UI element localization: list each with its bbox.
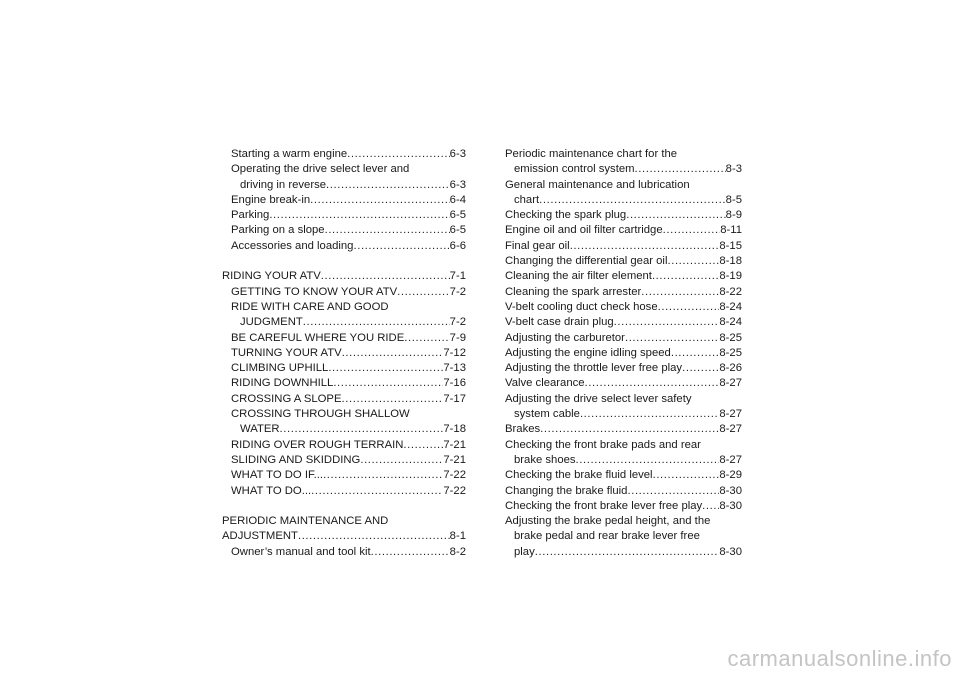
- toc-entry-title: Checking the spark plug: [505, 209, 627, 222]
- toc-entry-page: 7-1: [449, 270, 466, 283]
- toc-entry: [222, 514, 466, 529]
- toc-leader-dots: [342, 392, 444, 407]
- toc-leader-dots: [347, 147, 450, 162]
- toc-entry-title: Adjusting the brake pedal height, and the: [505, 515, 711, 528]
- toc-entry-title: chart: [514, 193, 540, 206]
- toc-leader-dots: [298, 529, 450, 544]
- toc-entry: [505, 193, 742, 208]
- toc-entry: [222, 193, 466, 208]
- toc-entry: [222, 208, 466, 223]
- toc-leader-dots: [326, 178, 450, 193]
- toc-entry-title: WHAT TO DO IF...: [231, 469, 324, 482]
- toc-entry-title: Engine oil and oil filter cartridge: [505, 224, 663, 237]
- toc-entry-title: JUDGMENT: [240, 316, 303, 329]
- toc-leader-dots: [328, 361, 443, 376]
- toc-leader-dots: [333, 376, 443, 391]
- toc-leader-dots: [269, 208, 449, 223]
- toc-entry: [222, 407, 466, 422]
- toc-entry: [505, 162, 742, 177]
- toc-entry: [505, 331, 742, 346]
- toc-entry: [505, 499, 742, 514]
- toc-entry-title: Final gear oil: [505, 239, 570, 252]
- toc-entry-title: system cable: [514, 408, 580, 421]
- toc-entry-title: driving in reverse: [240, 178, 327, 191]
- toc-entry-page: 6-3: [449, 148, 466, 160]
- toc-leader-dots: [658, 300, 720, 315]
- toc-entry-title: brake pedal and rear brake lever free: [514, 530, 700, 543]
- toc-entry: [505, 468, 742, 483]
- toc-entry-page: 6-4: [449, 193, 466, 206]
- toc-entry-title: WATER: [240, 423, 280, 436]
- toc-entry-title: Accessories and loading: [231, 239, 354, 252]
- toc-entry-title: Checking the front brake pads and rear: [505, 438, 701, 451]
- toc-entry-page: 8-25: [719, 331, 742, 344]
- toc-entry: [222, 223, 466, 238]
- toc-entry-page: 8-5: [725, 193, 742, 206]
- toc-entry: [505, 300, 742, 315]
- toc-leader-dots: [303, 315, 450, 330]
- toc-entry: [505, 422, 742, 437]
- toc-leader-dots: [652, 269, 719, 284]
- toc-leader-dots: [535, 545, 720, 560]
- toc-entry: [222, 484, 466, 499]
- toc-entry-title: ADJUSTMENT: [222, 530, 298, 543]
- toc-entry: [505, 315, 742, 330]
- toc-entry-title: Engine break-in: [231, 193, 311, 206]
- toc-entry-title: emission control system: [514, 163, 635, 176]
- toc-entry-title: Periodic maintenance chart for the: [505, 148, 678, 160]
- toc-entry-page: 7-17: [443, 392, 466, 405]
- toc-entry: [505, 147, 742, 162]
- toc-entry: [222, 346, 466, 361]
- toc-entry-page: 8-27: [719, 408, 742, 421]
- toc-entry-page: 7-22: [443, 469, 466, 482]
- toc-entry-page: 8-1: [449, 530, 466, 543]
- toc-entry-title: Parking on a slope: [231, 224, 325, 237]
- toc-entry-page: 7-2: [449, 316, 466, 329]
- toc-entry-title: PERIODIC MAINTENANCE AND: [222, 515, 389, 528]
- toc-entry-title: Adjusting the drive select lever safety: [505, 392, 692, 405]
- toc-entry-title: Cleaning the spark arrester: [505, 285, 642, 298]
- toc-entry-title: WHAT TO DO...: [231, 484, 312, 497]
- toc-entry-title: SLIDING AND SKIDDING: [231, 453, 361, 466]
- toc-entry: [222, 453, 466, 468]
- toc-entry-title: GETTING TO KNOW YOUR ATV: [231, 285, 398, 298]
- toc-entry: [505, 285, 742, 300]
- toc-left-column: [222, 147, 466, 560]
- toc-entry: [222, 376, 466, 391]
- toc-entry-page: 8-29: [719, 469, 742, 482]
- toc-leader-dots: [663, 223, 721, 238]
- toc-entry-title: V-belt cooling duct check hose: [505, 300, 658, 313]
- toc-entry: [222, 331, 466, 346]
- toc-entry: [222, 300, 466, 315]
- toc-entry: [222, 285, 466, 300]
- toc-entry-page: 7-16: [443, 377, 466, 390]
- toc-entry: [505, 269, 742, 284]
- toc-leader-dots: [576, 453, 720, 468]
- toc-entry-page: 8-27: [719, 423, 742, 436]
- toc-entry: [222, 529, 466, 544]
- toc-entry-title: TURNING YOUR ATV: [231, 346, 342, 359]
- toc-entry-title: RIDE WITH CARE AND GOOD: [231, 300, 389, 313]
- toc-entry-title: CLIMBING UPHILL: [231, 362, 329, 375]
- toc-entry: [505, 545, 742, 560]
- toc-leader-dots: [311, 484, 443, 499]
- toc-leader-dots: [325, 223, 450, 238]
- toc-leader-dots: [280, 422, 444, 437]
- toc-leader-dots: [671, 346, 720, 361]
- toc-leader-dots: [360, 453, 443, 468]
- toc-entry-page: 6-5: [449, 224, 466, 237]
- toc-leader-dots: [635, 162, 726, 177]
- toc-entry-title: General maintenance and lubrication: [505, 178, 690, 191]
- toc-leader-dots: [404, 331, 449, 346]
- toc-entry: [222, 178, 466, 193]
- toc-entry-title: Changing the brake fluid: [505, 484, 628, 497]
- toc-entry-title: V-belt case drain plug: [505, 316, 614, 329]
- toc-entry-page: 7-13: [443, 362, 466, 375]
- toc-entry-title: Parking: [231, 209, 270, 222]
- toc-entry-title: Brakes: [505, 423, 541, 436]
- toc-entry-title: Adjusting the engine idling speed: [505, 346, 671, 359]
- toc-leader-dots: [585, 376, 720, 391]
- toc-entry: [222, 162, 466, 177]
- toc-leader-dots: [323, 468, 443, 483]
- toc-entry-title: Cleaning the air filter element: [505, 270, 652, 283]
- toc-entry-page: 6-3: [449, 178, 466, 191]
- toc-entry: [505, 239, 742, 254]
- toc-leader-dots: [702, 499, 719, 514]
- toc-entry: [505, 484, 742, 499]
- toc-entry-title: Checking the front brake lever free play: [505, 499, 703, 512]
- toc-entry: [222, 545, 466, 560]
- toc-leader-dots: [614, 315, 720, 330]
- toc-entry-title: Owner’s manual and tool kit: [231, 545, 371, 558]
- toc-leader-dots: [627, 484, 719, 499]
- toc-entry: [222, 361, 466, 376]
- toc-gap: [222, 499, 466, 514]
- toc-entry: [505, 208, 742, 223]
- toc-entry-page: 8-25: [719, 346, 742, 359]
- toc-entry-page: 7-18: [443, 423, 466, 436]
- toc-entry: [222, 438, 466, 453]
- watermark: carmanualsonline.info: [727, 646, 952, 671]
- toc-entry-page: 7-21: [443, 453, 466, 466]
- toc-leader-dots: [353, 239, 449, 254]
- toc-entry-page: 8-11: [720, 224, 742, 237]
- toc-leader-dots: [397, 285, 450, 300]
- toc-entry-page: 7-12: [443, 346, 466, 359]
- toc-entry-page: 7-22: [443, 484, 466, 497]
- toc-entry-page: 6-6: [449, 239, 466, 252]
- toc-entry-title: Changing the differential gear oil: [505, 255, 668, 268]
- toc-entry: [505, 407, 742, 422]
- toc-leader-dots: [580, 407, 719, 422]
- toc-entry: [505, 453, 742, 468]
- toc-gap: [222, 254, 466, 269]
- toc-entry: [222, 269, 466, 284]
- toc-right-column: [505, 147, 742, 560]
- toc-entry-page: 8-15: [719, 239, 742, 252]
- toc-entry-page: 8-30: [719, 545, 742, 558]
- toc-entry: [222, 468, 466, 483]
- toc-entry-title: play: [514, 545, 535, 558]
- toc-entry-page: 7-21: [443, 438, 466, 451]
- toc-entry-page: 8-26: [719, 362, 742, 375]
- toc-leader-dots: [667, 254, 719, 269]
- toc-entry: [505, 178, 742, 193]
- toc-entry-title: RIDING DOWNHILL: [231, 377, 334, 390]
- toc-entry-page: 8-27: [719, 377, 742, 390]
- toc-entry-page: 8-27: [719, 453, 742, 466]
- toc-entry: [222, 392, 466, 407]
- toc-entry: [505, 438, 742, 453]
- toc-entry-title: Starting a warm engine: [231, 148, 348, 160]
- toc-leader-dots: [540, 422, 719, 437]
- toc-entry-page: 8-24: [719, 300, 742, 313]
- toc-entry-page: 8-30: [719, 499, 742, 512]
- toc-entry-title: Adjusting the throttle lever free play: [505, 362, 683, 375]
- toc-entry-page: 8-30: [719, 484, 742, 497]
- toc-entry-title: CROSSING THROUGH SHALLOW: [231, 408, 410, 421]
- toc-entry-page: 8-9: [725, 209, 742, 222]
- toc-entry: [222, 147, 466, 162]
- toc-leader-dots: [539, 193, 726, 208]
- toc-entry-page: 8-22: [719, 285, 742, 298]
- toc-entry: [505, 223, 742, 238]
- toc-entry: [505, 514, 742, 529]
- toc-entry-title: CROSSING A SLOPE: [231, 392, 342, 405]
- toc-leader-dots: [371, 545, 450, 560]
- toc-leader-dots: [310, 193, 450, 208]
- toc-entry-title: Checking the brake fluid level: [505, 469, 653, 482]
- toc-entry-page: 8-18: [719, 255, 742, 268]
- toc-entry-title: Operating the drive select lever and: [231, 163, 410, 176]
- toc-leader-dots: [342, 346, 444, 361]
- toc-entry-title: RIDING YOUR ATV: [222, 270, 321, 283]
- toc-entry-page: 6-5: [449, 209, 466, 222]
- toc-entry: [222, 315, 466, 330]
- toc-leader-dots: [625, 331, 719, 346]
- toc-entry: [505, 529, 742, 544]
- toc-leader-dots: [403, 438, 443, 453]
- toc-entry: [505, 346, 742, 361]
- toc-entry: [222, 239, 466, 254]
- toc-leader-dots: [626, 208, 725, 223]
- toc-entry-page: 8-3: [725, 163, 742, 176]
- toc-entry-title: brake shoes: [514, 453, 576, 466]
- toc-entry: [505, 254, 742, 269]
- toc-leader-dots: [321, 269, 450, 284]
- toc-entry-title: Adjusting the carburetor: [505, 331, 625, 344]
- toc-entry: [505, 361, 742, 376]
- toc-entry-title: RIDING OVER ROUGH TERRAIN: [231, 438, 404, 451]
- toc-entry-page: 7-2: [449, 285, 466, 298]
- toc-entry-page: 8-19: [719, 270, 742, 283]
- toc-entry-page: 8-24: [719, 316, 742, 329]
- toc-leader-dots: [653, 468, 720, 483]
- toc-entry: [222, 422, 466, 437]
- toc-entry: [505, 392, 742, 407]
- toc-entry: [505, 376, 742, 391]
- toc-entry-title: BE CAREFUL WHERE YOU RIDE: [231, 331, 405, 344]
- toc-entry-title: Valve clearance: [505, 377, 585, 390]
- toc-leader-dots: [641, 285, 719, 300]
- toc-entry-page: 7-9: [449, 331, 466, 344]
- toc-leader-dots: [682, 361, 719, 376]
- toc-leader-dots: [570, 239, 720, 254]
- toc-entry-page: 8-2: [449, 545, 466, 558]
